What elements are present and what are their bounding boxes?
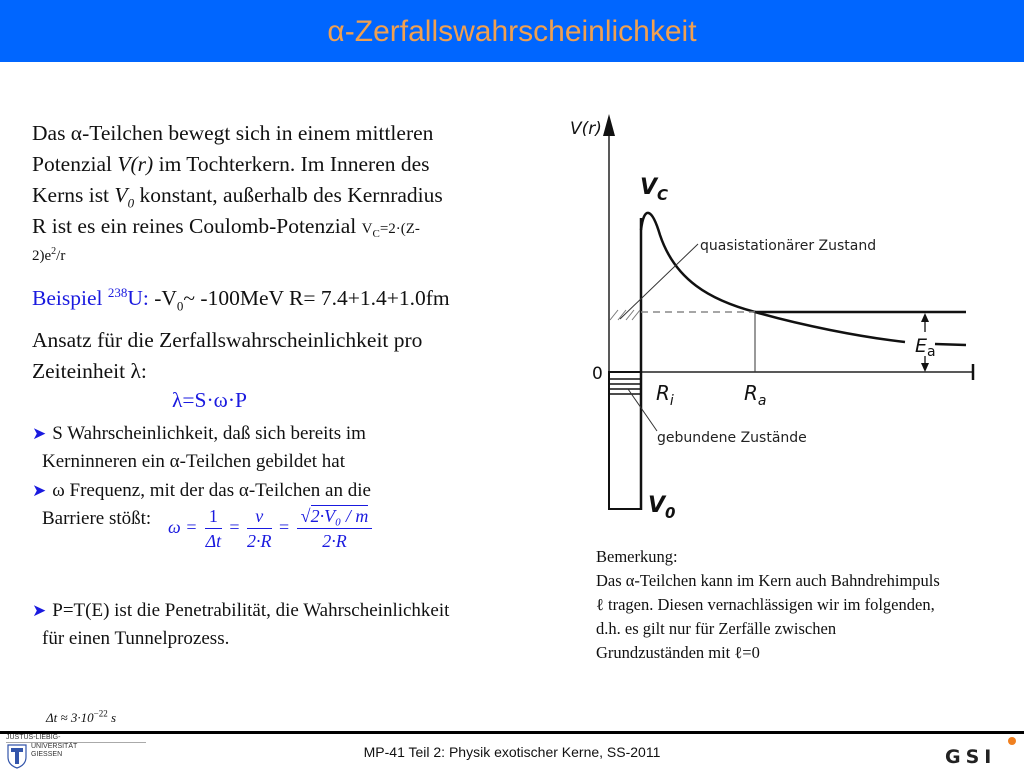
hatch-marks [610, 310, 640, 320]
potential-diagram [560, 100, 990, 530]
ansatz-line-1: Ansatz für die Zerfallswahrscheinlichkeit pro [32, 328, 423, 352]
intro-paragraph [32, 118, 552, 267]
arrow-bullet-icon: ➤ [32, 481, 47, 501]
text: im Tochterkern. Im Inneren des [153, 152, 430, 176]
slide-title: α-Zerfallswahrscheinlichkeit [327, 15, 697, 48]
example-line [32, 283, 450, 314]
footer-course-title: MP-41 Teil 2: Physik exotischer Kerne, SS-2011 [363, 744, 661, 760]
v0-label: $V_0$ [648, 493, 676, 522]
bullet-p [32, 597, 552, 652]
footer-divider [0, 731, 1024, 734]
remark-line: ℓ tragen. Diesen vernachlässigen wir im folgenden, [596, 595, 935, 614]
bullet-text: für einen Tunnelprozess. [42, 628, 230, 649]
text: konstant, außerhalb des Kernradius [134, 183, 443, 207]
lambda-formula: λ=S·ω·P [172, 388, 247, 412]
intro-line-5: $2)e^2/r$ [32, 246, 66, 264]
vc-label: $V_C$ [640, 175, 669, 204]
text: Kerns ist [32, 183, 115, 207]
intro-line-1: Das α-Teilchen bewegt sich in einem mittleren [32, 121, 434, 145]
remark-heading: Bemerkung: [596, 547, 678, 566]
coulomb-tail [935, 344, 966, 345]
remark-box [596, 545, 1024, 665]
gsi-logo-text: GSI [945, 746, 997, 766]
remark-line: Grundzuständen mit ℓ=0 [596, 643, 760, 662]
intro-line-4 [32, 211, 552, 245]
text: -V [148, 286, 177, 310]
equals: = [279, 517, 290, 538]
vc-formula: $V_C=2\cdot(Z-$ [361, 221, 420, 240]
quasi-leader-line [620, 244, 698, 319]
arrow-bullet-icon: ➤ [32, 424, 47, 444]
subscript: 0 [176, 298, 184, 314]
delta-t-note: $\Delta t \approx 3\cdot 10^{-22}$ s [46, 708, 117, 725]
remark-line: Das α-Teilchen kann im Kern auch Bahndrehimpuls [596, 571, 940, 590]
omega-lhs: ω = [168, 517, 198, 538]
sqrt-icon: √ [300, 506, 311, 526]
jlu-logo: JUSTUS-LIEBIG- UNIVERSITÄT GIESSEN [6, 734, 146, 769]
title-bar [0, 0, 1024, 62]
bound-leader-line [628, 389, 657, 431]
bullet-s [32, 420, 532, 475]
remark-line: d.h. es gilt nur für Zerfälle zwischen [596, 619, 837, 638]
potential-well [609, 372, 641, 509]
bullet-text: Barriere stößt: [42, 508, 152, 529]
bullet-text: P=T(E) ist die Penetrabilität, die Wahrscheinlichkeit [52, 600, 450, 621]
potential-symbol: V(r) [117, 152, 154, 176]
ra-label: $R_a$ [744, 381, 767, 409]
text: ~ -100MeV R= 7.4+1.4+1.0fm [183, 286, 450, 310]
gsi-dot-icon [1008, 737, 1016, 745]
intro-line-2 [32, 149, 552, 180]
ea-label: $E_a$ [915, 335, 936, 360]
example-label: Beispiel $^{238}$U: [32, 284, 149, 310]
ea-arrow-down-icon [921, 363, 929, 372]
text: R ist es ein reines Coulomb-Potenzial [32, 214, 362, 238]
fraction-3: $\frac{\text{√2·V₀ / m}}{2\cdot R}$ [297, 506, 373, 552]
bound-state-lines [609, 379, 641, 394]
fraction-1: $\frac{1}{\Delta t}$ [205, 506, 222, 551]
coulomb-barrier-curve [641, 213, 905, 342]
bound-states-label: gebundene Zustände [657, 430, 807, 446]
quasi-state-label: quasistationärer Zustand [700, 238, 877, 254]
arrow-bullet-icon: ➤ [32, 601, 47, 621]
y-axis-arrow-icon [603, 114, 615, 136]
fraction-2: $\frac{v}{2\cdot R}$ [247, 506, 272, 551]
text: Potenzial [32, 152, 118, 176]
v0-symbol: $V_0$ [114, 183, 135, 211]
bullet-text: ω Frequenz, mit der das α-Teilchen an die [52, 480, 371, 501]
bullet-text: S Wahrscheinlichkeit, daß sich bereits im [52, 423, 366, 444]
ri-label: $R_i$ [656, 381, 674, 409]
omega-formula [168, 506, 375, 552]
equals: = [229, 517, 240, 538]
intro-line-3 [32, 180, 552, 211]
zero-label: 0 [592, 364, 603, 384]
gsi-logo [945, 736, 1023, 766]
ea-arrow-up-icon [921, 313, 929, 322]
y-axis-label: V(r) [570, 119, 602, 139]
bullet-text: Kerninneren ein α-Teilchen gebildet hat [42, 451, 345, 472]
ansatz-paragraph [32, 325, 422, 387]
ansatz-line-2: Zeiteinheit λ: [32, 359, 147, 383]
